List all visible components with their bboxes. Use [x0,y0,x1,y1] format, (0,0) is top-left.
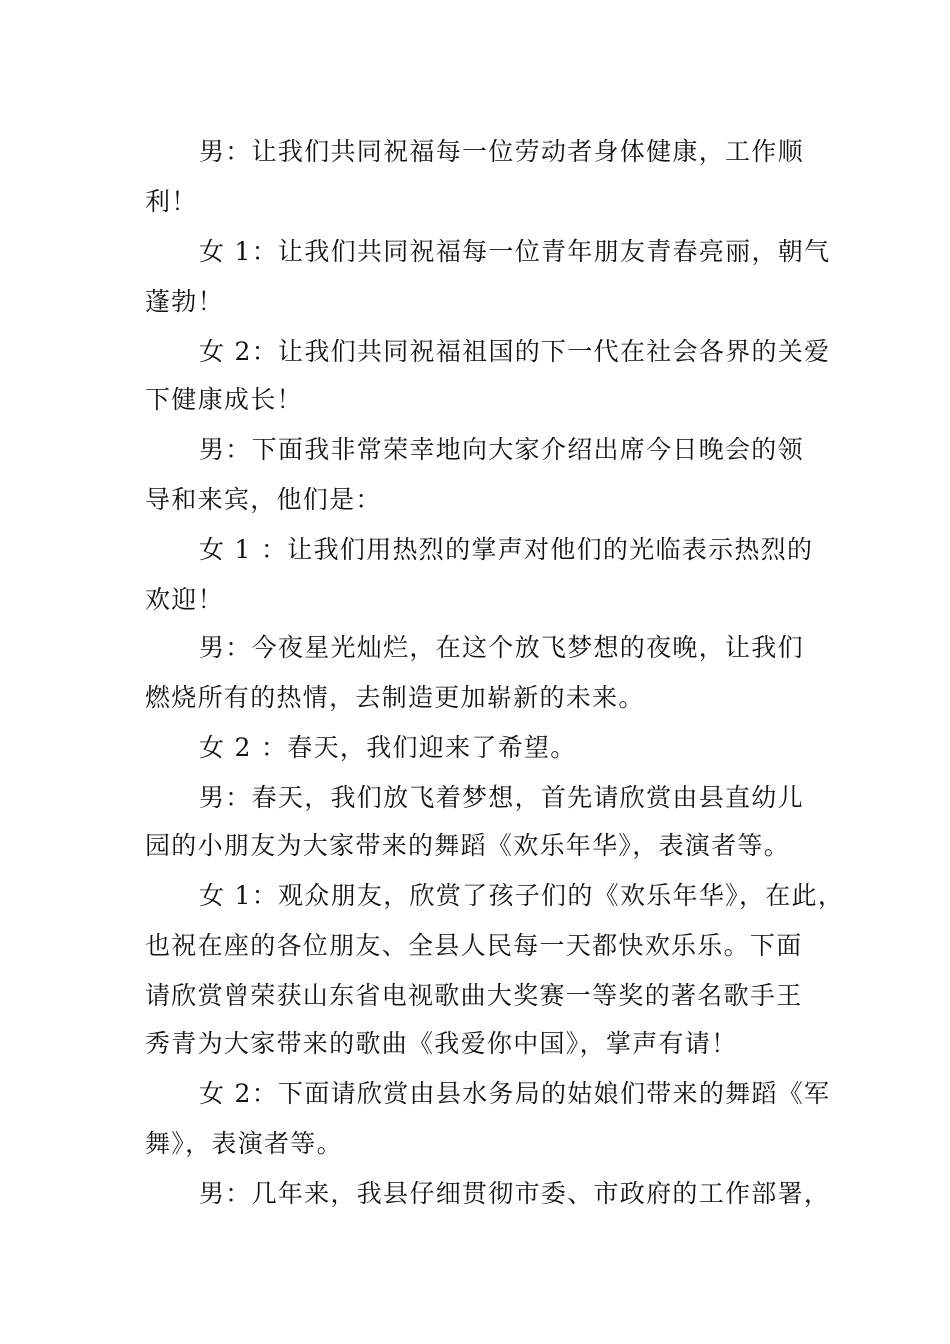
text-line: 欢迎！ [145,585,224,614]
text-line: 女 1 ：让我们用热烈的掌声对他们的光临表示热烈的 [199,535,814,564]
text-line: 男：下面我非常荣幸地向大家介绍出席今日晚会的领 [199,435,804,464]
text-line: 男：春天，我们放飞着梦想，首先请欣赏由县直幼儿 [199,783,804,812]
text-line: 请欣赏曾荣获山东省电视歌曲大奖赛一等奖的著名歌手王 [145,981,803,1010]
text-line: 女 2 ：春天，我们迎来了希望。 [199,733,577,762]
text-line: 男：让我们共同祝福每一位劳动者身体健康，工作顺 [199,137,804,166]
text-line: 导和来宾，他们是： [145,485,382,514]
text-line: 男：今夜星光灿烂，在这个放飞梦想的夜晚，让我们 [199,633,804,662]
text-line: 利！ [145,187,198,216]
text-line: 女 2：让我们共同祝福祖国的下一代在社会各界的关爱 [199,337,831,366]
text-line: 男：几年来，我县仔细贯彻市委、市政府的工作部署， [199,1179,831,1208]
text-line: 园的小朋友为大家带来的舞蹈《欢乐年华》，表演者等。 [145,831,791,860]
text-line: 燃烧所有的热情，去制造更加崭新的未来。 [145,683,645,712]
text-line: 舞》，表演者等。 [145,1129,343,1158]
text-line: 也祝在座的各位朋友、全县人民每一天都快欢乐乐。下面 [145,931,803,960]
text-line: 秀青为大家带来的歌曲《我爱你中国》，掌声有请！ [145,1029,738,1058]
text-line: 蓬勃！ [145,287,224,316]
text-line: 女 2：下面请欣赏由县水务局的姑娘们带来的舞蹈《军 [199,1079,831,1108]
text-line: 女 1：观众朋友，欣赏了孩子们的《欢乐年华》，在此， [199,881,845,910]
text-line: 下健康成长！ [145,385,303,414]
text-line: 女 1：让我们共同祝福每一位青年朋友青春亮丽，朝气 [199,237,831,266]
